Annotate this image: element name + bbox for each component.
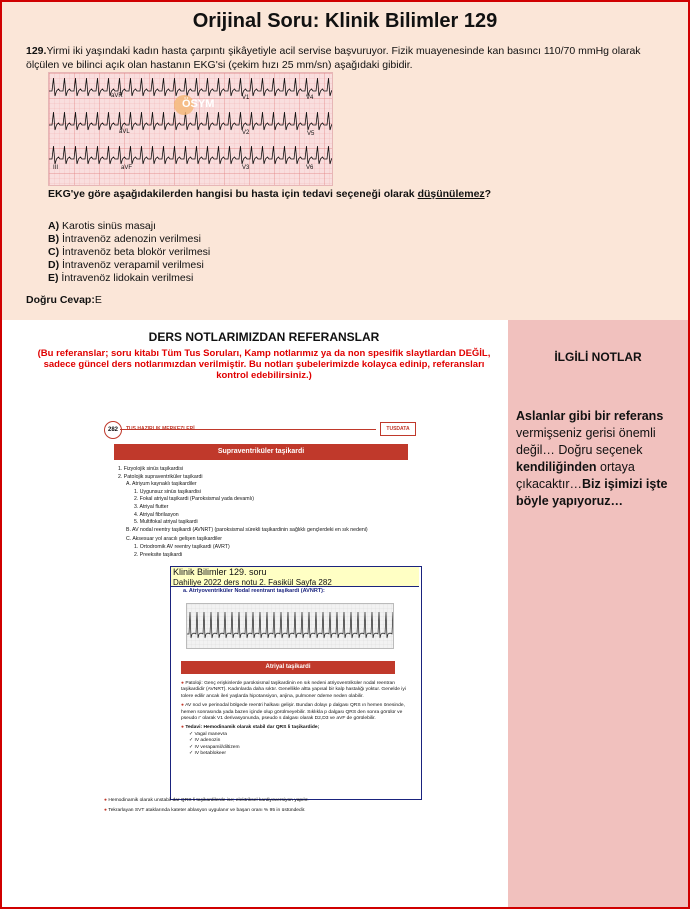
- references-panel: [20, 320, 508, 907]
- reference-caption: [171, 567, 419, 587]
- ecg-lead-label: aVL: [119, 129, 130, 135]
- book-page-header: [104, 421, 418, 437]
- related-notes-panel: [508, 320, 688, 907]
- question-text: [26, 44, 656, 72]
- option-c: C) İntravenöz beta blokör verilmesi: [48, 246, 211, 258]
- ecg-lead-label: V4: [306, 95, 314, 101]
- reference-excerpt: [170, 566, 422, 800]
- atrial-tachycardia-bar: Atriyal taşikardi: [181, 661, 395, 674]
- options-list: [48, 220, 210, 285]
- option-d: D) İntravenöz verapamil verilmesi: [48, 259, 204, 271]
- caption-line-2: Dahiliye 2022 ders notu 2. Fasikül Sayfa 282: [173, 577, 332, 587]
- ecg-image: [48, 72, 333, 186]
- question-panel: [2, 2, 688, 320]
- references-note: (Bu referanslar; soru kitabı Tüm Tus Soruları, Kamp notlarımız ya da non spesifik slaytlardan DEĞİL, sadece güncel ders notlarımızdan verilmiştir. Bu notları şubelerimizde kolayca edinip, referansları kontrol edebilirsiniz.): [37, 348, 491, 381]
- question-number: 129.: [26, 45, 47, 57]
- section-list: 1. Fizyolojik sinüs taşikardisi 2. Patolojik supraventriküler taşikardi A. Atriyum kaynaklı taşikardiler 1. Uygunsuz sinüs taşikardisi 2. Fokal atriyal taşikardi (Paroksismal yada devamlı) 3. Atriyal flutter 4. Atriyal fibrilasyon 5. Multifokal atriyal taşikardi B. AV nodal reentry taşikardi (AVNRT) (paroksismal sürekli taşikardinin sağlıklı gençlerdeki en sık nedeni) C. Aksesuar yol aracılı gelişen taşikardiler 1. Ortodromik AV reentry taşikardi (AVRT) 2. Preeksite taşikardi: [118, 466, 368, 558]
- option-b: B) İntravenöz adenozin verilmesi: [48, 233, 201, 245]
- question-body: Yirmi iki yaşındaki kadın hasta çarpıntı şikâyetiyle acil servise başvuruyor. Fizik muayenesinde kan basıncı 110/70 mmHg olarak ölçülen ve bilinci açık olan hastanın EKG'si (çekim hızı 25 mm/sn) aşağıdaki gibidir.: [26, 45, 641, 71]
- option-e: E) İntravenöz lidokain verilmesi: [48, 272, 194, 284]
- ecg-lead-label: V6: [306, 165, 314, 171]
- page-title: Orijinal Soru: Klinik Bilimler 129: [192, 10, 498, 32]
- avnrt-ecg-strip: [186, 603, 394, 649]
- tusdata-logo: TUSDATA: [380, 422, 416, 436]
- ecg-lead-label: V5: [307, 131, 315, 137]
- option-a: A) Karotis sinüs masajı: [48, 220, 156, 232]
- avnrt-heading: a. Atriyoventriküler Nodal reentrant taşikardi (AVNRT):: [183, 588, 325, 594]
- ecg-lead-label: III: [53, 165, 59, 171]
- page-number: 282: [104, 421, 122, 439]
- ecg-trace: [49, 73, 332, 185]
- avnrt-details: ● Patoloji: Genç erişkinlerde paroksismal taşikardinin en sık nedeni atriyoventriküler nodal reentran taşikardidir (AVNRT). Kadınlarda daha sıktır. Genellikle altta yapısal bir kalp hastalığı yoktur. Genelde iyi tolere edilir ancak ileri yaşlarda hipotansiyon, anjina, pulmoner ödeme neden olabilir. ● AV nod ve perinodal bölgede reentri halkası gelişir. Bundan dolayı p dalgası QRS ın hemen önesinde, hemen sonrasında yada bazen içinde olup görülmeyebilir. Sıklıkla p dalgası QRS den sonra görülür ve pseudo r' olarak V1 derivasyonunda, pseudo s dalgası olarak D2,D3 ve aVF de görülebilir. ● Tedavi: Hemodinamik olarak stabil dar QRS li taşikardide; ✓ Vagal manevra ✓ IV adenozin ✓ IV verapamil/diltizem ✓ IV betablokeer: [181, 681, 406, 757]
- book-header-text: TUS HAZIRLIK MERKEZLERİ: [126, 426, 195, 432]
- related-notes-body: Aslanlar gibi bir referans vermişseniz gerisi önemli değil… Doğru seçenek kendiliğinden ortaya çıkacaktır…Biz işimizi işte böyle yapıyoruz…: [516, 409, 668, 508]
- ecg-lead-label: V3: [242, 165, 250, 171]
- ecg-lead-label: V1: [242, 95, 250, 101]
- ecg-lead-label: aVF: [121, 165, 133, 171]
- avnrt-ecg-trace: [187, 604, 393, 648]
- ecg-lead-label: V2: [242, 130, 250, 136]
- correct-answer: Doğru Cevap:E: [26, 294, 102, 306]
- ecg-watermark: ÖSYM: [182, 98, 215, 110]
- related-notes-title: İLGİLİ NOTLAR: [554, 350, 642, 364]
- book-page-continuation: ● Hemodinamik olarak unstabil dar QRS li taşikardilerde ise; elektriksel kardiyoversiyon yapılır. ● Tekrarlayan SVT ataklarında kateter ablasyon uygulanır ve başarı oranı % 95 in üstündedir.: [104, 798, 309, 814]
- references-heading: DERS NOTLARIMIZDAN REFERANSLAR: [148, 330, 380, 344]
- caption-line-1: Klinik Bilimler 129. soru: [173, 567, 267, 577]
- ecg-lead-label: aVR: [111, 93, 123, 99]
- question-stem: EKG'ye göre aşağıdakilerden hangisi bu hasta için tedavi seçeneği olarak düşünülemez?: [48, 188, 492, 200]
- stem-emphasis: düşünülemez: [417, 188, 485, 200]
- section-title-bar: Supraventriküler taşikardi: [114, 444, 408, 460]
